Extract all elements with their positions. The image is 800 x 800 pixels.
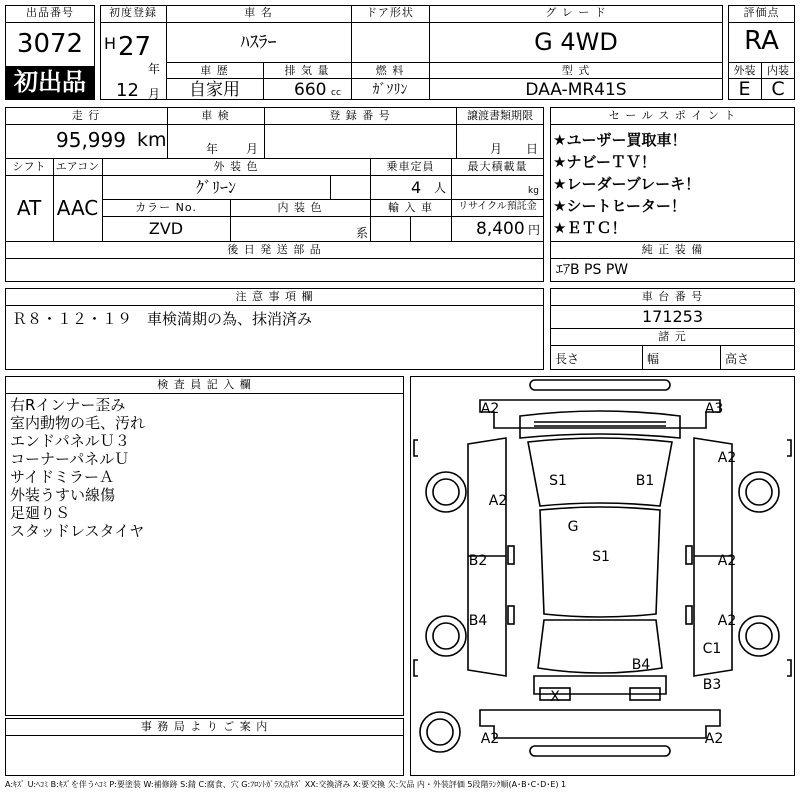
exterior-grade-label: 外装 bbox=[733, 64, 756, 77]
ext-color-value: ｸﾞﾘｰﾝ bbox=[195, 178, 236, 197]
equipment-label: 純 正 装 備 bbox=[641, 243, 704, 256]
damage-mark: S1 bbox=[592, 549, 610, 565]
recycle-value: 8,400 bbox=[476, 219, 525, 239]
int-color-label: 内 装 色 bbox=[277, 201, 323, 214]
damage-mark: A2 bbox=[717, 613, 737, 629]
model-value: DAA-MR41S bbox=[525, 80, 627, 100]
fuel-value: ｶﾞｿﾘﾝ bbox=[372, 82, 408, 98]
damage-mark: B2 bbox=[468, 553, 488, 569]
width-label: 幅 bbox=[647, 352, 660, 366]
lot-number: 3072 bbox=[16, 29, 84, 59]
sales-point-item: ★シートヒーター！ bbox=[553, 197, 686, 215]
interior-grade-value: C bbox=[771, 78, 785, 100]
damage-mark: C1 bbox=[702, 641, 722, 657]
sales-point-item: ★ユーザー買取車！ bbox=[553, 131, 687, 149]
reg-year: 27 bbox=[118, 32, 152, 62]
equipment-value: ｴｱB PS PW bbox=[556, 262, 629, 278]
inspector-line: スタッドレスタイヤ bbox=[10, 522, 145, 540]
damage-mark: A2 bbox=[480, 731, 500, 747]
plate-label: 登 録 番 号 bbox=[329, 109, 391, 122]
damage-mark: B4 bbox=[631, 657, 651, 673]
fuel-label: 燃 料 bbox=[375, 64, 405, 77]
history-value: 自家用 bbox=[189, 80, 240, 100]
color-no-label: カラー No. bbox=[135, 201, 197, 214]
notes-label: 注 意 事 項 欄 bbox=[235, 290, 314, 303]
length-label: 長さ bbox=[555, 352, 580, 366]
inspector-label: 検 査 員 記 入 欄 bbox=[157, 378, 252, 391]
ext-color-label: 外 装 色 bbox=[213, 160, 259, 173]
height-label: 高さ bbox=[725, 352, 750, 366]
inspection-label: 車 検 bbox=[201, 109, 230, 122]
mileage-unit: km bbox=[137, 129, 167, 151]
load-unit: kg bbox=[528, 186, 539, 196]
door-label: ドア形状 bbox=[366, 6, 414, 19]
lot-label: 出品番号 bbox=[26, 6, 74, 19]
exterior-grade-value: E bbox=[738, 78, 751, 100]
damage-mark: B3 bbox=[702, 677, 722, 693]
later-parts-label: 後 日 発 送 部 品 bbox=[227, 243, 322, 256]
inspector-lines bbox=[10, 396, 145, 540]
damage-mark: A2 bbox=[717, 450, 737, 466]
recycle-label: リサイクル預託金 bbox=[458, 201, 537, 212]
damage-mark: B4 bbox=[468, 613, 488, 629]
transfer-label: 譲渡書類期限 bbox=[467, 109, 533, 122]
first-listing-badge: 初出品 bbox=[6, 66, 94, 99]
displacement-label: 排 気 量 bbox=[284, 64, 330, 77]
inspector-line: 室内動物の毛、汚れ bbox=[10, 414, 146, 432]
chassis-value: 171253 bbox=[641, 307, 704, 326]
mileage-value: 95,999 bbox=[56, 128, 126, 152]
damage-mark: A2 bbox=[704, 731, 724, 747]
reg-month: 12 bbox=[116, 80, 139, 101]
inspector-line: エンドパネルＵ３ bbox=[10, 432, 130, 450]
damage-mark: A2 bbox=[480, 401, 500, 417]
damage-mark: A3 bbox=[704, 401, 724, 417]
capacity-unit: 人 bbox=[434, 181, 447, 195]
sales-point-item: ★レーダーブレーキ！ bbox=[553, 175, 701, 193]
color-no-value: ZVD bbox=[148, 219, 184, 238]
damage-mark: S1 bbox=[549, 473, 567, 489]
reg-era: H bbox=[104, 34, 117, 53]
inspection-month-unit: 月 bbox=[246, 142, 259, 156]
score-label: 評価点 bbox=[743, 6, 780, 19]
capacity-value: 4 bbox=[411, 178, 422, 197]
office-label: 事 務 局 よ り ご 案 内 bbox=[140, 720, 269, 733]
damage-mark: X bbox=[550, 689, 560, 705]
damage-mark: A2 bbox=[488, 493, 508, 509]
inspector-line: 足廻りＳ bbox=[10, 504, 71, 522]
recycle-unit: 円 bbox=[528, 223, 541, 237]
notes-value: Ｒ８・１２・１９ 車検満期の為、抹消済み bbox=[12, 310, 313, 328]
car-diagram bbox=[410, 376, 795, 776]
name-value: ﾊｽﾗｰ bbox=[240, 32, 277, 53]
load-label: 最大積載量 bbox=[467, 160, 528, 173]
transfer-day-unit: 日 bbox=[526, 142, 539, 156]
ac-value: AAC bbox=[56, 196, 99, 220]
damage-mark: G bbox=[567, 519, 579, 535]
dims-label: 諸 元 bbox=[658, 330, 687, 343]
inspector-line: 外装うすい線傷 bbox=[10, 486, 116, 504]
int-color-suffix: 系 bbox=[356, 226, 369, 240]
inspector-line: コーナーパネルＵ bbox=[10, 450, 130, 468]
name-label: 車 名 bbox=[244, 6, 273, 19]
grade-label: グ レ ー ド bbox=[545, 6, 607, 19]
reg-label: 初度登録 bbox=[109, 6, 157, 19]
sales-points-label: セ ー ル ス ポ イ ン ト bbox=[608, 109, 737, 122]
inspection-year-unit: 年 bbox=[206, 142, 219, 156]
ac-label: エアコン bbox=[55, 160, 100, 173]
reg-month-unit: 月 bbox=[148, 87, 161, 101]
shift-label: シフト bbox=[12, 160, 46, 173]
inspector-line: 右Rインナー歪み bbox=[10, 396, 126, 414]
displacement-unit: cc bbox=[331, 88, 341, 98]
reg-year-unit: 年 bbox=[148, 62, 161, 76]
chassis-label: 車 台 番 号 bbox=[641, 290, 704, 303]
sales-point-item: ★ＥＴＣ！ bbox=[553, 219, 627, 237]
capacity-label: 乗車定員 bbox=[386, 160, 435, 173]
history-label: 車 歴 bbox=[200, 64, 229, 77]
sales-points-list bbox=[553, 129, 793, 239]
model-label: 型 式 bbox=[561, 64, 591, 77]
mileage-label: 走 行 bbox=[71, 109, 101, 122]
damage-mark: A2 bbox=[717, 553, 737, 569]
import-label: 輸 入 車 bbox=[388, 201, 433, 214]
transfer-month-unit: 月 bbox=[490, 142, 503, 156]
legend: A:ｷｽﾞ U:ﾍｺﾐ B:ｷｽﾞを伴うﾍｺﾐ P:要塗装 W:補修跡 S:錆 C:腐食、穴 G:ﾌﾛﾝﾄｶﾞﾗｽ点ｷｽﾞ XX:交換済み X:要交換 欠:欠品 内・外装評価 5段階ﾗﾝｸ順(A･B･C･D･E) 1 bbox=[5, 780, 567, 789]
damage-mark: B1 bbox=[635, 473, 655, 489]
shift-value: AT bbox=[16, 196, 42, 220]
sales-point-item: ★ナビーＴＶ！ bbox=[553, 153, 656, 171]
inspector-line: サイドミラーＡ bbox=[10, 468, 114, 486]
displacement-value: 660 bbox=[294, 80, 327, 100]
score-value: RA bbox=[744, 26, 779, 56]
grade-value: G 4WD bbox=[534, 28, 618, 56]
interior-grade-label: 内装 bbox=[767, 64, 789, 77]
